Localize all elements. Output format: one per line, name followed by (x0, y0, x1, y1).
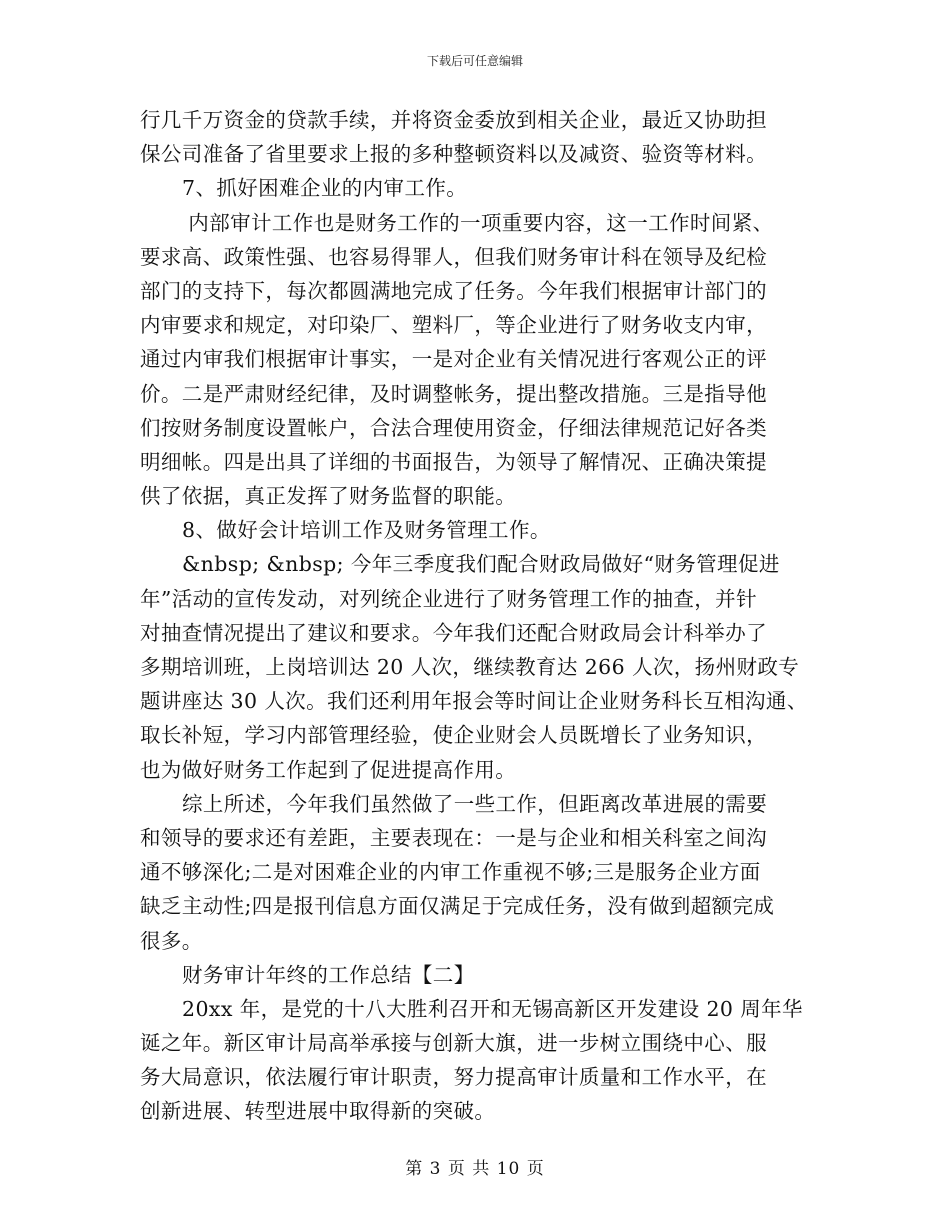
paragraph-line: 创新进展、转型进展中取得新的突破。 (140, 1099, 496, 1124)
paragraph-line: 要求高、政策性强、也容易得罪人，但我们财务审计科在领导及纪检 (140, 244, 767, 269)
paragraph-line: 保公司准备了省里要求上报的多种整顿资料以及减资、验资等材料。 (140, 142, 767, 167)
paragraph-line: 7、抓好困难企业的内审工作。 (182, 176, 468, 201)
paragraph-line: 很多。 (140, 928, 203, 953)
paragraph-line: 20xx 年，是党的十八大胜利召开和无锡高新区开发建设 20 周年华 (182, 996, 803, 1021)
paragraph-line: 8、做好会计培训工作及财务管理工作。 (182, 518, 551, 543)
paragraph-line: &nbsp; &nbsp; 今年三季度我们配合财政局做好“财务管理促进 (182, 552, 780, 577)
page-header: 下载后可任意编辑 (426, 54, 523, 68)
paragraph-line: 们按财务制度设置帐户，合法合理使用资金，仔细法律规范记好各类 (140, 415, 767, 440)
paragraph-line: 供了依据，真正发挥了财务监督的职能。 (140, 484, 517, 509)
paragraph-line: 对抽查情况提出了建议和要求。今年我们还配合财政局会计科举办了 (140, 620, 767, 645)
paragraph-line: 价。二是严肃财经纪律，及时调整帐务，提出整改措施。三是指导他 (140, 381, 767, 406)
paragraph-line: 内部审计工作也是财务工作的一项重要内容，这一工作时间紧、 (188, 210, 774, 235)
paragraph-line: 缺乏主动性;四是报刊信息方面仅满足于完成任务，没有做到超额完成 (140, 894, 775, 919)
paragraph-line: 综上所述，今年我们虽然做了一些工作，但距离改革进展的需要 (182, 791, 768, 816)
paragraph-line: 诞之年。新区审计局高举承接与创新大旗，进一步树立围绕中心、服 (140, 1031, 767, 1056)
paragraph-line: 通过内审我们根据审计事实，一是对企业有关情况进行客观公正的评 (140, 347, 767, 372)
paragraph-line: 多期培训班，上岗培训达 20 人次，继续教育达 266 人次，扬州财政专 (140, 655, 800, 679)
paragraph-line: 也为做好财务工作起到了促进提高作用。 (140, 757, 517, 782)
paragraph-line: 财务审计年终的工作总结【二】 (182, 962, 475, 987)
paragraph-line: 部门的支持下，每次都圆满地完成了任务。今年我们根据审计部门的 (140, 278, 767, 303)
paragraph-line: 务大局意识，依法履行审计职责，努力提高审计质量和工作水平，在 (140, 1065, 767, 1090)
paragraph-line: 通不够深化;二是对困难企业的内审工作重视不够;三是服务企业方面 (140, 860, 761, 885)
paragraph-line: 取长补短，学习内部管理经验，使企业财会人员既增长了业务知识， (140, 723, 767, 748)
page-footer: 第 3 页 共 10 页 (405, 1159, 545, 1179)
paragraph-line: 明细帐。四是出具了详细的书面报告，为领导了解情况、正确决策提 (140, 449, 767, 474)
paragraph-line: 和领导的要求还有差距，主要表现在：一是与企业和相关科室之间沟 (140, 825, 767, 850)
paragraph-line: 行几千万资金的贷款手续，并将资金委放到相关企业，最近又协助担 (140, 108, 767, 132)
document-body (140, 103, 830, 1129)
paragraph-line: 题讲座达 30 人次。我们还利用年报会等时间让企业财务科长互相沟通、 (140, 689, 808, 714)
paragraph-line: 内审要求和规定，对印染厂、塑料厂，等企业进行了财务收支内审， (140, 313, 767, 338)
paragraph-line: 年”活动的宣传发动，对列统企业进行了财务管理工作的抽查，并针 (140, 586, 757, 611)
